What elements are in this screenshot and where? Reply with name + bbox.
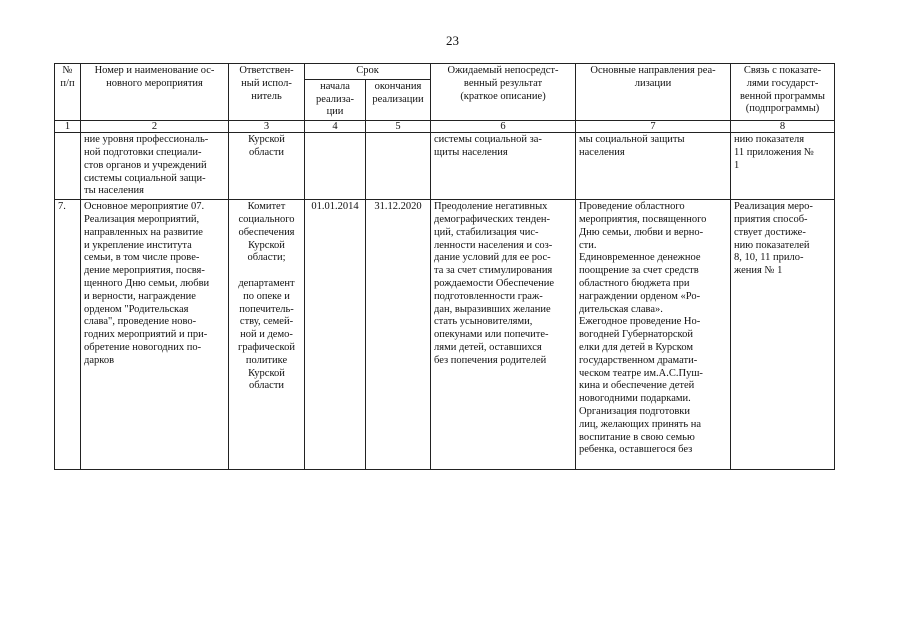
header-end: окончания реализации [366, 79, 431, 120]
row-start: 01.01.2014 [305, 200, 366, 470]
column-number: 1 [55, 121, 81, 133]
header-responsible: Ответствен- ный испол- нитель [229, 64, 305, 121]
table-row [55, 200, 835, 470]
header-name: Номер и наименование ос- новного мероприятия [81, 64, 229, 121]
column-number: 7 [576, 121, 731, 133]
row-responsible: Комитет социального обеспечения Курской области; департамент по опеке и попечитель- ству, семей- ной и демо- графической политике Курской области [229, 200, 305, 470]
header-term: Срок [305, 64, 431, 80]
header-result: Ожидаемый непосредст- венный результат (краткое описание) [431, 64, 576, 121]
column-number: 3 [229, 121, 305, 133]
table-row [55, 133, 835, 200]
header-row-1 [55, 64, 835, 80]
column-number-row [55, 121, 835, 133]
column-number: 8 [731, 121, 835, 133]
row-responsible: Курской области [229, 133, 305, 200]
header-link: Связь с показате- лями государст- венной программы (подпрограммы) [731, 64, 835, 121]
row-num: 7. [55, 200, 81, 470]
row-name: ние уровня профессиональ- ной подготовки специали- стов органов и учреждений системы социальной защи- ты населения [81, 133, 229, 200]
row-name: Основное мероприятие 07. Реализация мероприятий, направленных на развитие и укрепление института семьи, в том числе прове- дение мероприятия, посвя- щенного Дню семьи, любви и верности, награждение орденом "Родительская слава", проведение ново- годних мероприятий и при- обретение новогодних по- дарков [81, 200, 229, 470]
column-number: 2 [81, 121, 229, 133]
row-end: 31.12.2020 [366, 200, 431, 470]
row-result: системы социальной за- щиты населения [431, 133, 576, 200]
row-result: Преодоление негативных демографических тенден- ций, стабилизация чис- ленности населения и соз- дание условий для ее рос- та за счет стимулирования рождаемости Обеспечение подготовленности граж- дан, выразивших желание стать усыновителями, опекунами или попечите- лями детей, оставшихся без попечения родителей [431, 200, 576, 470]
header-start: начала реализа- ции [305, 79, 366, 120]
activities-table [54, 63, 835, 470]
row-end [366, 133, 431, 200]
header-directions: Основные направления реа- лизации [576, 64, 731, 121]
row-directions: мы социальной защиты населения [576, 133, 731, 200]
row-link: нию показателя 11 приложения № 1 [731, 133, 835, 200]
row-directions: Проведение областного мероприятия, посвященного Дню семьи, любви и верно- сти. Единовременное денежное поощрение за счет средств областного бюджета при награждении орденом «Ро- дительская слава». Ежегодное проведение Но- вогодней Губернаторской елки для детей в Курском государственном драмати- ческом театре им.А.С.Пуш- кина и обеспечение детей новогодними подарками. Организация подготовки лиц, желающих принять на воспитание в свою семью ребенка, оставшегося без [576, 200, 731, 470]
header-num: № п/п [55, 64, 81, 121]
column-number: 6 [431, 121, 576, 133]
row-start [305, 133, 366, 200]
row-num [55, 133, 81, 200]
row-link: Реализация меро- приятия способ- ствует достиже- нию показателей 8, 10, 11 прило- жения № 1 [731, 200, 835, 470]
page-number: 23 [446, 33, 459, 48]
column-number: 5 [366, 121, 431, 133]
column-number: 4 [305, 121, 366, 133]
